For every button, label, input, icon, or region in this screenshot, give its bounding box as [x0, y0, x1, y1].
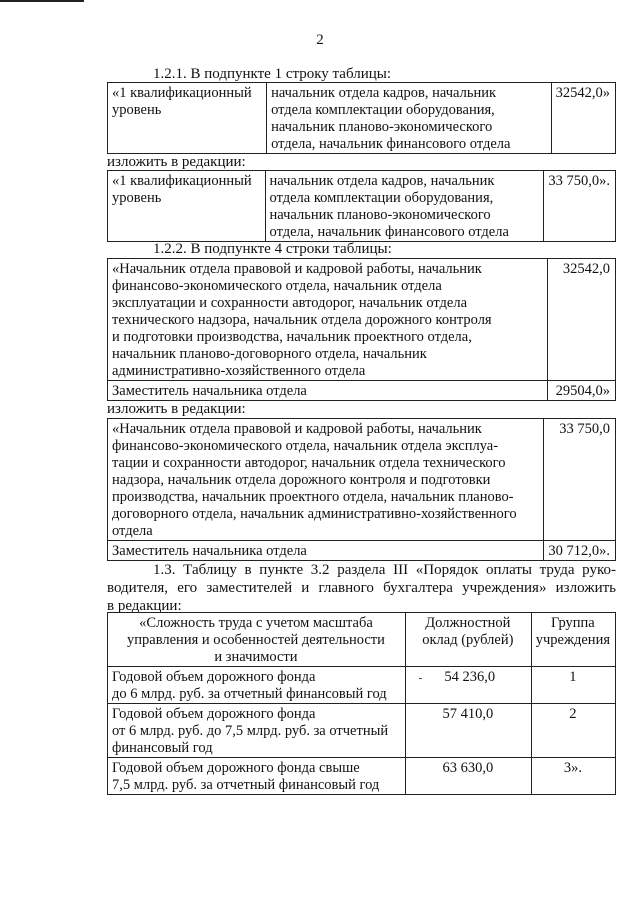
row-salary: 57 410,0 — [405, 704, 531, 758]
table-row — [108, 704, 616, 758]
table-row — [108, 381, 616, 401]
table-row — [108, 667, 616, 704]
header-salary: Должностной оклад (рублей) — [405, 613, 531, 667]
salary-cell: 29504,0» — [548, 381, 616, 401]
table-1-2-2-old — [107, 258, 616, 401]
section-1-3-text: 1.3. Таблицу в пункте 3.2 раздела III «Порядок оплаты труда руко- водителя, его заместителей и главного бухгалтера учреждения» изложить в редакции: — [107, 562, 616, 614]
level-cell: «1 квалификационный уровень — [108, 171, 266, 242]
positions-cell: «Начальник отдела правовой и кадровой работы, начальник финансово-экономического отдела, начальник отдела эксплуа- тации и сохранности автодорог, начальник отдела технического надзора, начальник отдела дорожного контроля и подготовки производства, начальник проектного отдела, начальник планово- договорного отдела, начальник административно-хозяйственного отдела — [108, 419, 544, 541]
page-number: 2 — [316, 32, 324, 48]
top-rule — [0, 0, 84, 2]
positions-cell: начальник отдела кадров, начальник отдела комплектации оборудования, начальник планово-экономического отдела, начальник финансового отдела — [267, 83, 552, 154]
table-1-2-1-old — [107, 82, 616, 154]
table-header-row — [108, 613, 616, 667]
row-group: 3». — [531, 758, 615, 795]
table-row — [108, 419, 616, 541]
table-row — [108, 758, 616, 795]
deputy-cell: Заместитель начальника отдела — [108, 541, 544, 561]
row-description: Годовой объем дорожного фонда от 6 млрд. руб. до 7,5 млрд. руб. за отчетный финансовый год — [108, 704, 406, 758]
edit-label: изложить в редакции: — [107, 401, 246, 417]
edit-label: изложить в редакции: — [107, 154, 246, 170]
salary-cell: 33 750,0». — [544, 171, 616, 242]
row-description: Годовой объем дорожного фонда до 6 млрд. руб. за отчетный финансовый год — [108, 667, 406, 704]
row-group: 1 — [531, 667, 615, 704]
row-description: Годовой объем дорожного фонда свыше 7,5 млрд. руб. за отчетный финансовый год — [108, 758, 406, 795]
deputy-cell: Заместитель начальника отдела — [108, 381, 548, 401]
table-row — [108, 171, 616, 242]
table-row — [108, 259, 616, 381]
salary-cell: 33 750,0 — [544, 419, 616, 541]
table-row — [108, 541, 616, 561]
table-row — [108, 83, 616, 154]
positions-cell: «Начальник отдела правовой и кадровой работы, начальник финансово-экономического отдела, начальник отдела эксплуатации и сохранности автодорог, начальник отдела технического надзора, начальник отдела дорожного контроля и подготовки производства, начальник проектного отдела, начальник планово-договорного отдела, начальник административно-хозяйственного отдела — [108, 259, 548, 381]
row-salary: 63 630,0 — [405, 758, 531, 795]
section-1-2-1-heading: 1.2.1. В подпункте 1 строку таблицы: — [153, 66, 392, 82]
salary-cell: 30 712,0». — [544, 541, 616, 561]
section-1-2-2-heading: 1.2.2. В подпункте 4 строки таблицы: — [153, 241, 392, 257]
header-group: Группа учреждения — [531, 613, 615, 667]
header-complexity: «Сложность труда с учетом масштаба управления и особенностей деятельности и значимости — [108, 613, 406, 667]
level-cell: «1 квалификационный уровень — [108, 83, 267, 154]
row-group: 2 — [531, 704, 615, 758]
stray-mark: - — [418, 672, 423, 684]
table-1-2-2-new — [107, 418, 616, 561]
positions-cell: начальник отдела кадров, начальник отдела комплектации оборудования, начальник планово-экономического отдела, начальник финансового отдела — [265, 171, 544, 242]
salary-cell: 32542,0» — [551, 83, 615, 154]
salary-cell: 32542,0 — [548, 259, 616, 381]
salary-group-table — [107, 612, 616, 795]
row-salary: - 54 236,0 — [405, 667, 531, 704]
table-1-2-1-new — [107, 170, 616, 242]
